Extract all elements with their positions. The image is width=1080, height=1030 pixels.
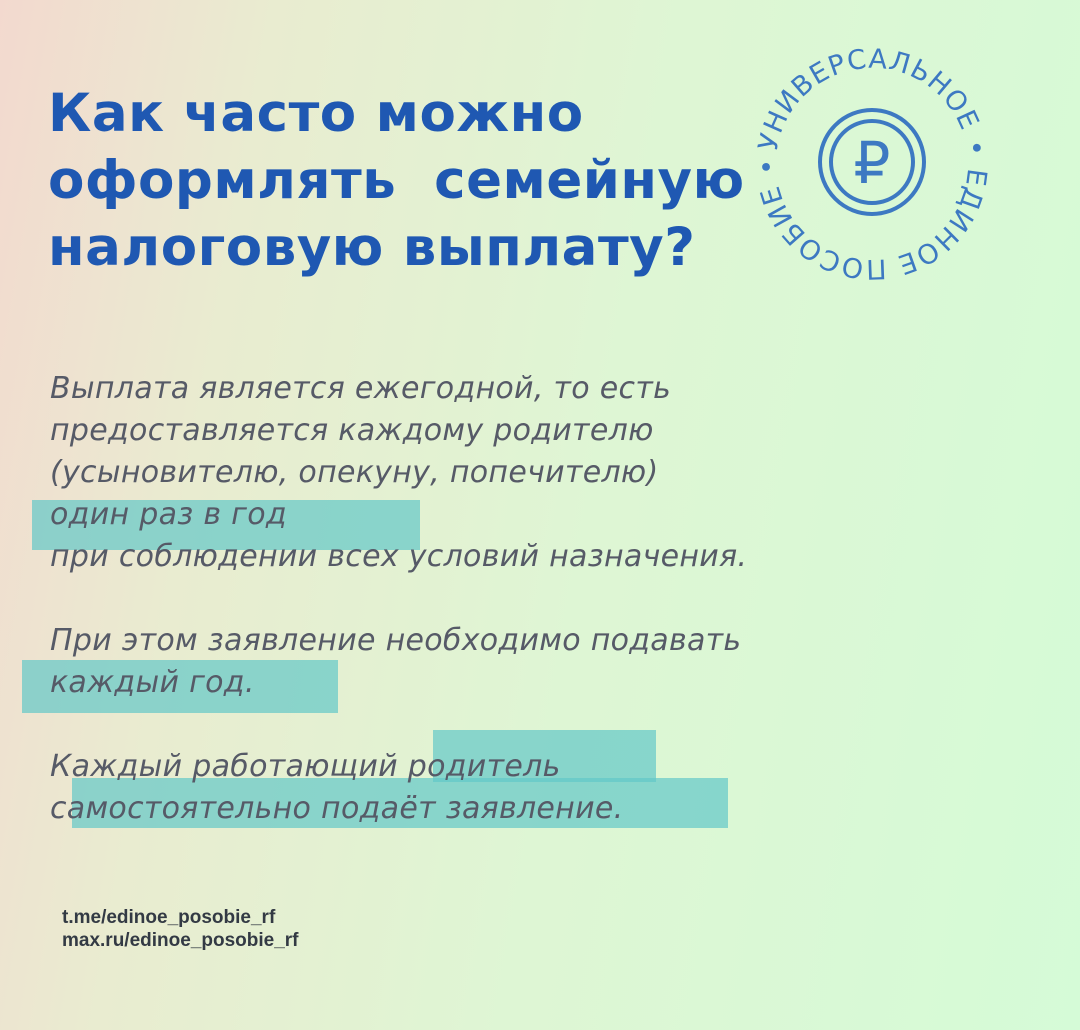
paragraph-line: при соблюдении всех условий назначения. [50, 539, 748, 574]
paragraph-line: (усыновителю, опекуну, попечителю) [50, 455, 659, 490]
paragraph-line: самостоятельно подаёт заявление. [50, 791, 624, 826]
title-line-1: Как часто можно [48, 83, 584, 144]
paragraph-line: каждый год. [50, 665, 255, 700]
paragraph-line: При этом заявление необходимо подавать [50, 623, 742, 658]
paragraph-each-parent [50, 746, 624, 830]
title-line-3: налоговую выплату? [48, 217, 696, 278]
ruble-seal-icon [752, 44, 992, 284]
paragraph-line: Каждый работающий родитель [50, 749, 561, 784]
logo-ruble-symbol: ₽ [853, 129, 891, 197]
max-link[interactable]: max.ru/edinoe_posobie_rf [62, 930, 299, 951]
paragraph-line: один раз в год [50, 497, 287, 532]
paragraph-application-yearly [50, 620, 741, 704]
paragraph-annual-payment [50, 368, 747, 578]
page-title [48, 80, 745, 281]
telegram-link[interactable]: t.me/edinoe_posobie_rf [62, 907, 276, 928]
title-line-2: оформлять семейную [48, 150, 745, 211]
footer-links [62, 906, 299, 952]
logo-ring-text: УНИВЕРСАЛЬНОЕ • ЕДИНОЕ ПОСОБИЕ • [752, 44, 992, 284]
paragraph-line: предоставляется каждому родителю [50, 413, 654, 448]
paragraph-line: Выплата является ежегодной, то есть [50, 371, 672, 406]
